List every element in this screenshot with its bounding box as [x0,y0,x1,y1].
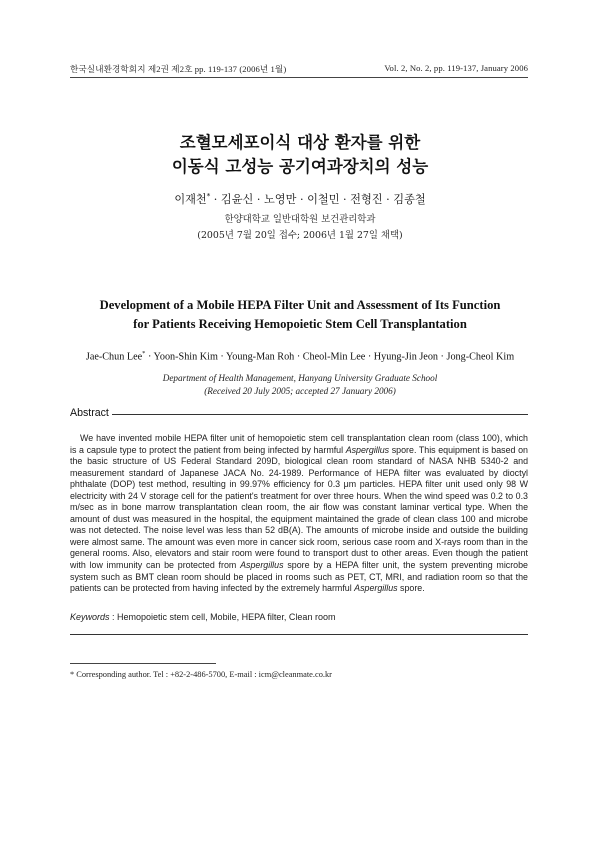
keywords [70,612,528,622]
corresponding-author-footnote: * Corresponding author. Tel : +82-2-486-5700, E-mail : icm@cleanmate.co.kr [70,670,332,679]
keywords-separator: : [109,612,118,622]
running-header [70,63,528,75]
running-header-korean: 한국실내환경학회지 제2권 제2호 pp. 119-137 (2006년 1월) [70,64,287,74]
abstract-heading [70,407,528,419]
footnote-rule [70,663,216,664]
english-affiliation: Department of Health Management, Hanyang University Graduate School [162,373,438,383]
keywords-rule [70,634,528,635]
korean-title [0,131,600,179]
korean-authors [0,191,600,207]
header-rule [70,77,528,78]
species-name: Aspergillus [240,560,284,571]
running-header-english: Vol. 2, No. 2, pp. 119-137, January 2006 [384,63,528,73]
corresponding-author-mark: * [206,192,211,201]
abstract-heading-label: Abstract [70,407,109,419]
abstract-text-part-1: We have invented mobile HEPA filter unit of hemopoietic stem cell transplantation clean room (class 100), which is a capsule type to protect the patient from being infected by harmful [70,433,528,455]
abstract-text-part-4: spore. [397,583,425,594]
korean-affiliation: 한양대학교 일반대학원 보건관리학과 [224,214,376,225]
korean-title-line-2: 이동식 고성능 공기여과장치의 성능 [171,157,429,176]
english-authors [0,350,600,362]
english-lead-author: Jae-Chun Lee [85,351,143,363]
korean-dates: (2005년 7월 20일 접수; 2006년 1월 27일 채택) [197,230,403,241]
abstract-text [70,433,528,595]
english-dates: (Received 20 July 2005; accepted 27 January 2006) [204,386,396,396]
abstract-text-part-2: spore. This equipment is based on the basic structure of US Federal Standard 209D, biological clean room standard of NASA NHB 5340-2 and measurement standard of Japanese JACA No. 24-1989. Performance of HEPA filter was evaluated by dioctyl phthalate (DOP) test method, resulting in 99.97% efficiency for 0.3 μm particles. HEPA filter unit used only 98 W electricity with 24 V storage cell for the patient's treatment for over three hours. When the wind speed was 0.2 to 0.3 m/sec as in bone marrow transplantation clean room, the air flow was constant laminar vertical type. When the amount of dust was measured in the hospital, the equipment maintained the grade of clean class 100 and microbe was not detected. The noise level was less than 52 dB(A). The amounts of microbe inside and outside the building were almost same. The amount was even more in cancer sick room, serious case room and X-rays room than in the general rooms. Also, elevators and stair room were found to transport dust to other areas. Even though the patient with low immunity can be protected from [70,444,528,571]
keywords-value: Hemopoietic stem cell, Mobile, HEPA filter, Clean room [117,612,336,622]
abstract-text-part-3: spore by a HEPA filter unit, the system preventing microbe system such as BMT clean room should be placed in rooms such as PET, CT, MRI, and radiation room so that the patients can be protected from having infected by the extremely harmful [70,560,528,594]
english-title-line-1: Development of a Mobile HEPA Filter Unit and Assessment of Its Function [99,298,501,312]
corresponding-author-mark: * [142,350,146,357]
species-name: Aspergillus [354,583,398,594]
english-title-line-2: for Patients Receiving Hemopoietic Stem Cell Transplantation [133,317,467,331]
english-title [0,296,600,334]
korean-coauthors: · 김윤신 · 노영만 · 이철민 · 전형진 · 김종철 [210,193,426,206]
korean-title-line-1: 조혈모세포이식 대상 환자를 위한 [179,133,421,152]
english-coauthors: · Yoon-Shin Kim · Young-Man Roh · Cheol-Min Lee · Hyung-Jin Jeon · Jong-Cheol Kim [145,351,515,363]
species-name: Aspergillus [345,444,390,455]
abstract-heading-rule [112,414,528,415]
korean-lead-author: 이재천 [174,193,207,206]
keywords-label: Keywords [70,612,110,622]
